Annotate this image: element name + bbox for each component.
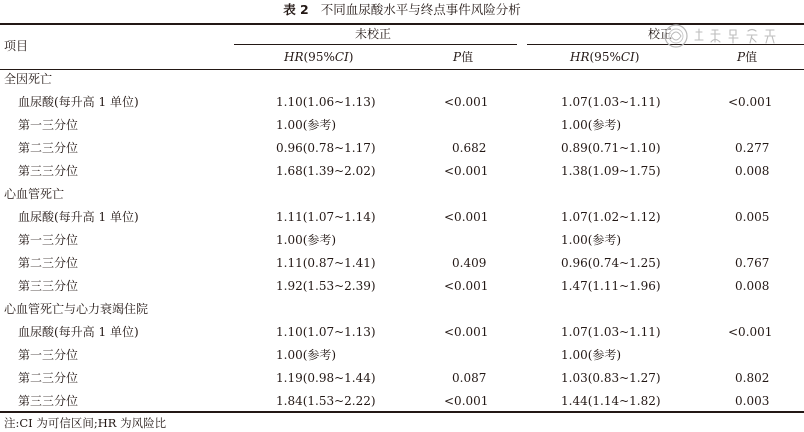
row-label: 第三三分位: [18, 164, 79, 178]
row-p-corrected: 0.008: [735, 279, 770, 293]
row-hr-corrected: 1.03(0.83~1.27): [561, 371, 661, 385]
header-corrected: 校正: [648, 27, 673, 41]
row-p-uncorrected: <0.001: [444, 394, 489, 408]
row-p-corrected: 0.277: [735, 141, 770, 155]
row-label: 血尿酸(每升高 1 单位): [18, 95, 139, 109]
row-hr-uncorrected: 1.11(1.07~1.14): [276, 210, 376, 224]
uncorrected-group-rule: [234, 44, 517, 45]
row-p-corrected: <0.001: [728, 325, 773, 339]
row-hr-uncorrected: 1.00(参考): [276, 118, 337, 132]
row-p-corrected: 0.005: [735, 210, 770, 224]
table-title: 不同血尿酸水平与终点事件风险分析: [320, 2, 521, 17]
row-hr-corrected: 1.00(参考): [561, 348, 622, 362]
row-p-uncorrected: <0.001: [444, 210, 489, 224]
row-hr-uncorrected: 1.84(1.53~2.22): [276, 394, 376, 408]
row-hr-uncorrected: 1.19(0.98~1.44): [276, 371, 376, 385]
header-item: 项目: [4, 39, 29, 53]
row-hr-corrected: 1.07(1.02~1.12): [561, 210, 661, 224]
row-label: 第三三分位: [18, 394, 79, 408]
row-hr-uncorrected: 1.92(1.53~2.39): [276, 279, 376, 293]
row-p-corrected: <0.001: [728, 95, 773, 109]
row-hr-corrected: 1.38(1.09~1.75): [561, 164, 661, 178]
row-hr-uncorrected: 1.00(参考): [276, 348, 337, 362]
row-hr-uncorrected: 1.00(参考): [276, 233, 337, 247]
header-hr-uncorrected: HR(95%CI): [284, 50, 354, 64]
header-p-uncorrected: P值: [453, 50, 474, 64]
header-hr-corrected: HR(95%CI): [570, 50, 640, 64]
row-label: 血尿酸(每升高 1 单位): [18, 210, 139, 224]
row-p-corrected: 0.003: [735, 394, 770, 408]
row-hr-corrected: 1.07(1.03~1.11): [561, 95, 661, 109]
row-p-uncorrected: 0.682: [452, 141, 487, 155]
row-label: 血尿酸(每升高 1 单位): [18, 325, 139, 339]
row-hr-uncorrected: 1.11(0.87~1.41): [276, 256, 376, 270]
table-number: 表 2: [283, 2, 309, 17]
table-caption: [0, 0, 804, 22]
row-label: 第一三分位: [18, 118, 79, 132]
row-p-uncorrected: 0.409: [452, 256, 487, 270]
row-hr-corrected: 1.00(参考): [561, 233, 622, 247]
header-uncorrected: 未校正: [355, 27, 392, 41]
row-hr-corrected: 1.07(1.03~1.11): [561, 325, 661, 339]
row-label: 第二三分位: [18, 371, 79, 385]
row-p-uncorrected: <0.001: [444, 95, 489, 109]
row-p-uncorrected: <0.001: [444, 164, 489, 178]
section-title: 心血管死亡与心力衰竭住院: [4, 302, 149, 316]
row-hr-corrected: 1.00(参考): [561, 118, 622, 132]
row-label: 第一三分位: [18, 233, 79, 247]
header-rule: [0, 69, 804, 70]
row-hr-corrected: 0.89(0.71~1.10): [561, 141, 661, 155]
row-label: 第二三分位: [18, 256, 79, 270]
row-hr-uncorrected: 1.10(1.06~1.13): [276, 95, 376, 109]
section-title: 全因死亡: [4, 72, 53, 86]
row-hr-corrected: 1.44(1.14~1.82): [561, 394, 661, 408]
row-p-uncorrected: 0.087: [452, 371, 487, 385]
row-label: 第一三分位: [18, 348, 79, 362]
row-p-corrected: 0.008: [735, 164, 770, 178]
row-hr-uncorrected: 0.96(0.78~1.17): [276, 141, 376, 155]
row-label: 第三三分位: [18, 279, 79, 293]
table-footnote: 注:CI 为可信区间;HR 为风险比: [4, 416, 167, 430]
row-p-corrected: 0.802: [735, 371, 770, 385]
publisher-watermark-logo: [662, 22, 788, 50]
row-p-uncorrected: <0.001: [444, 279, 489, 293]
bottom-rule: [0, 411, 804, 413]
row-p-uncorrected: <0.001: [444, 325, 489, 339]
row-hr-corrected: 0.96(0.74~1.25): [561, 256, 661, 270]
row-hr-uncorrected: 1.68(1.39~2.02): [276, 164, 376, 178]
row-label: 第二三分位: [18, 141, 79, 155]
row-hr-uncorrected: 1.10(1.07~1.13): [276, 325, 376, 339]
row-p-corrected: 0.767: [735, 256, 770, 270]
row-hr-corrected: 1.47(1.11~1.96): [561, 279, 661, 293]
header-p-corrected: P值: [737, 50, 758, 64]
section-title: 心血管死亡: [4, 187, 65, 201]
